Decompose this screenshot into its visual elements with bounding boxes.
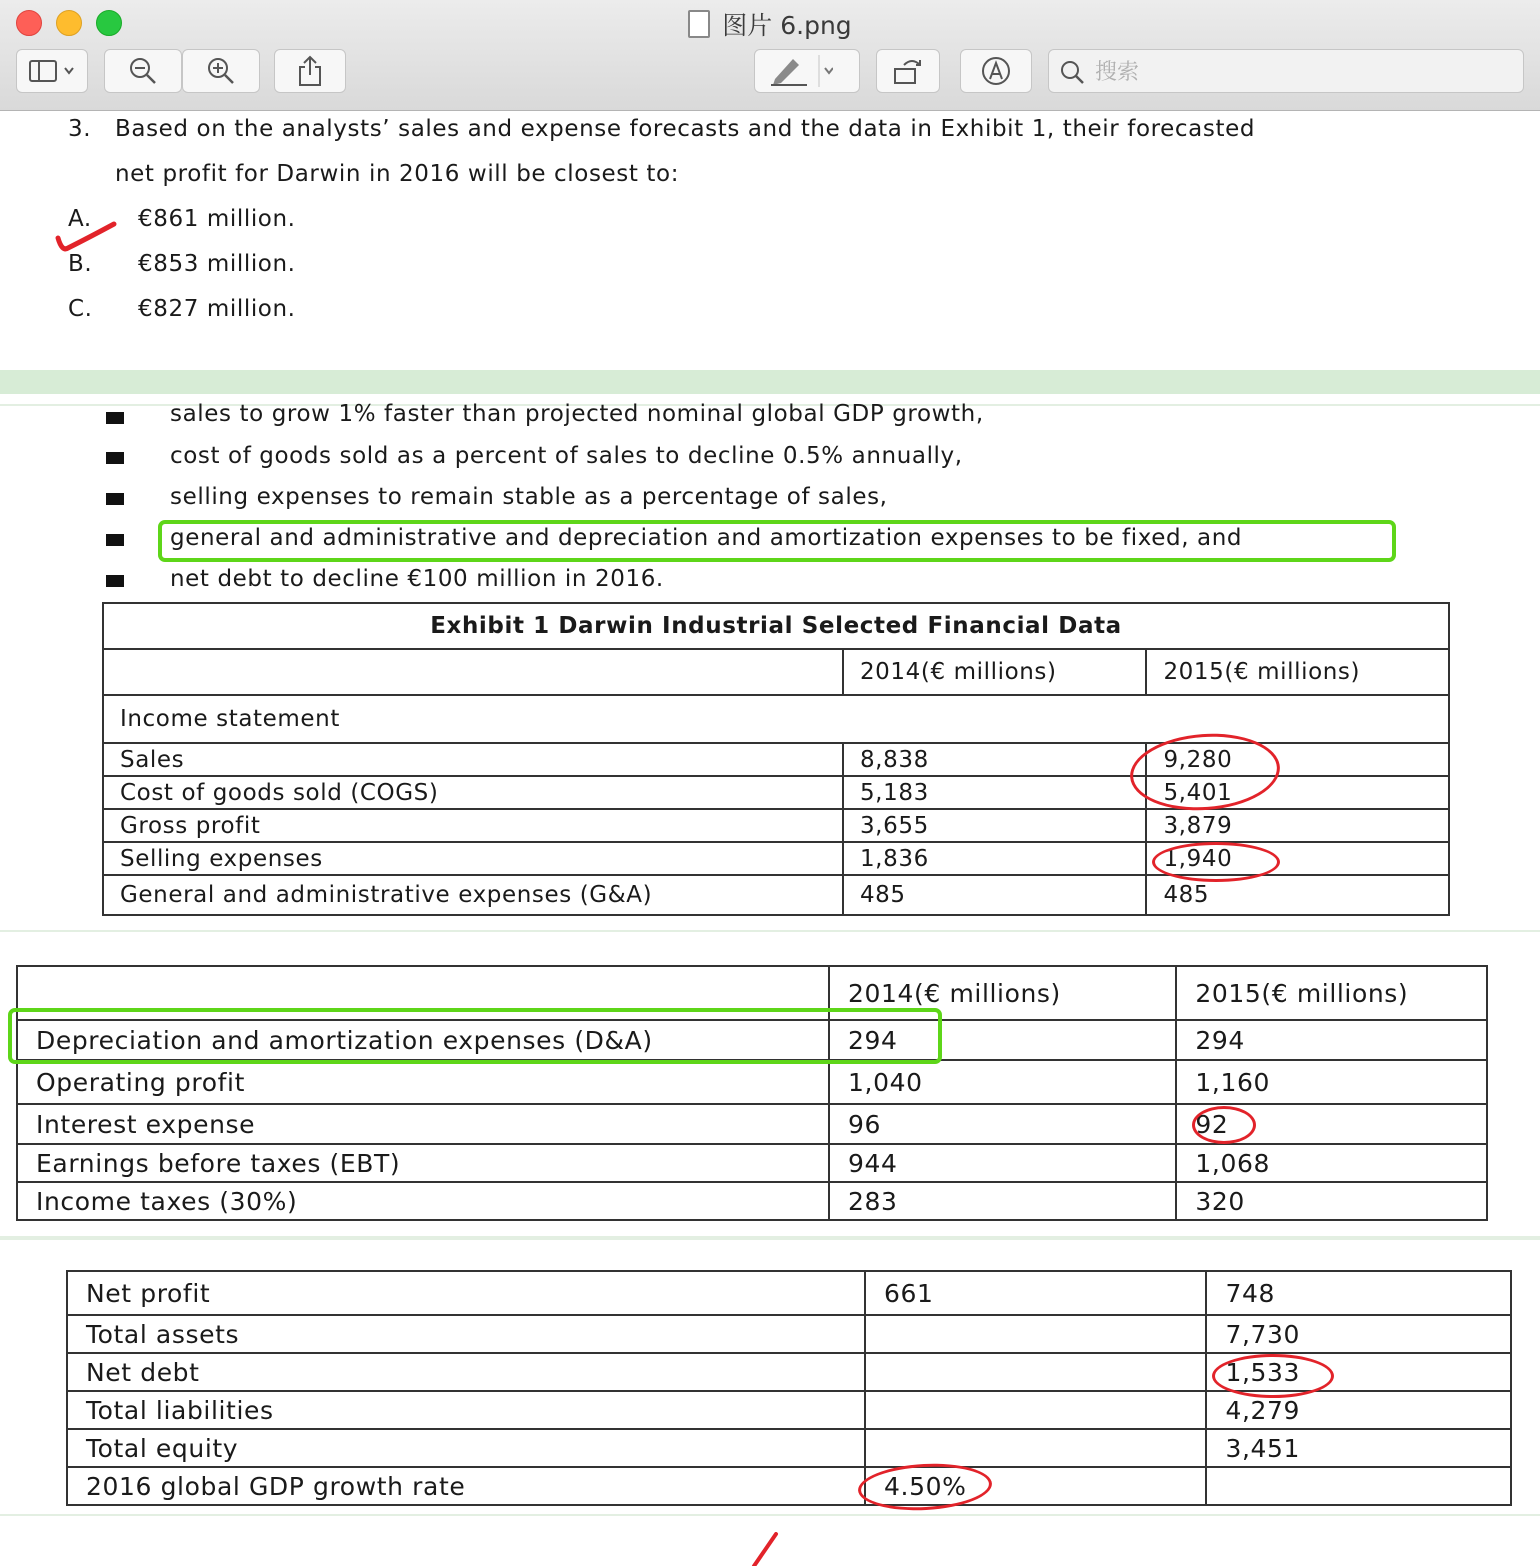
table-row <box>67 1467 1511 1505</box>
row-label: Cost of goods sold (COGS) <box>103 776 843 809</box>
cell-2014 <box>865 1315 1206 1353</box>
bullet-text-2: cost of goods sold as a percent of sales to decline 0.5% annually, <box>170 443 963 469</box>
row-label: Depreciation and amortization expenses (D&A) <box>17 1020 829 1060</box>
row-label: Gross profit <box>103 809 843 842</box>
cell-2015: 7,730 <box>1206 1315 1511 1353</box>
search-input[interactable] <box>1093 56 1517 88</box>
pen-icon <box>767 55 833 87</box>
cell-2015: 1,533 <box>1206 1353 1511 1391</box>
row-label: Income taxes (30%) <box>17 1182 829 1220</box>
option-a-text: €861 million. <box>138 206 296 232</box>
header-2015: 2015(€ millions) <box>1146 649 1449 695</box>
sidebar-toggle-button[interactable] <box>16 49 88 93</box>
exhibit-title: Exhibit 1 Darwin Industrial Selected Financial Data <box>103 603 1449 649</box>
share-button[interactable] <box>274 49 346 93</box>
row-label: Interest expense <box>17 1104 829 1144</box>
page-separator-line <box>0 930 1540 932</box>
cell-2015: 3,879 <box>1146 809 1449 842</box>
zoom-out-icon <box>128 56 158 86</box>
search-icon <box>1059 59 1085 85</box>
cell-2014: 8,838 <box>843 743 1147 776</box>
row-label: Earnings before taxes (EBT) <box>17 1144 829 1182</box>
share-icon <box>297 55 323 87</box>
row-label: Selling expenses <box>103 842 843 875</box>
cell-2015: 485 <box>1146 875 1449 915</box>
option-b-letter: B. <box>68 251 93 277</box>
document-icon <box>688 10 710 38</box>
question-line-1: Based on the analysts’ sales and expense forecasts and the data in Exhibit 1, their forecasted <box>115 116 1256 142</box>
section-income-statement: Income statement <box>103 695 1449 743</box>
bullet-text-4: general and administrative and depreciation and amortization expenses to be fixed, and <box>170 525 1243 551</box>
option-c-text: €827 million. <box>138 296 296 322</box>
header-2014: 2014(€ millions) <box>843 649 1147 695</box>
page-separator-line <box>0 1236 1540 1240</box>
red-circle-annotation <box>1212 1354 1334 1398</box>
option-c-letter: C. <box>68 296 93 322</box>
table-row <box>17 1144 1487 1182</box>
row-label: Total assets <box>67 1315 865 1353</box>
red-circle-annotation <box>1152 842 1280 882</box>
cell-2014 <box>865 1429 1206 1467</box>
table-row <box>67 1271 1511 1315</box>
cell-2015: 4,279 <box>1206 1391 1511 1429</box>
bullet-text-1: sales to grow 1% faster than projected nominal global GDP growth, <box>170 401 984 427</box>
green-highlight-box <box>158 520 1396 562</box>
table-row <box>17 1060 1487 1104</box>
page-separator-band <box>0 370 1540 394</box>
cell-2015: 1,940 <box>1146 842 1449 875</box>
row-label: Total equity <box>67 1429 865 1467</box>
cell-2014: 944 <box>829 1144 1176 1182</box>
markup-icon <box>980 55 1012 87</box>
table-row <box>103 875 1449 915</box>
row-label: Net profit <box>67 1271 865 1315</box>
cell-2014: 4.50% <box>865 1467 1206 1505</box>
row-label: Sales <box>103 743 843 776</box>
cell-2015 <box>1206 1467 1511 1505</box>
table-row <box>67 1315 1511 1353</box>
cell-2015: 748 <box>1206 1271 1511 1315</box>
cell-2014: 485 <box>843 875 1147 915</box>
table-row <box>17 1182 1487 1220</box>
question-line-2: net profit for Darwin in 2016 will be closest to: <box>115 161 680 187</box>
cell-2015: 9,280 <box>1146 743 1449 776</box>
exhibit-table-part-2 <box>16 965 1488 1221</box>
cell-2015: 3,451 <box>1206 1429 1511 1467</box>
bullet-text-3: selling expenses to remain stable as a percentage of sales, <box>170 484 888 510</box>
cell-2014: 3,655 <box>843 809 1147 842</box>
cell-2014: 294 <box>829 1020 1176 1060</box>
cell-2015: 294 <box>1176 1020 1487 1060</box>
markup-pen-button[interactable] <box>754 49 860 93</box>
table-row <box>17 1104 1487 1144</box>
cell-2014: 283 <box>829 1182 1176 1220</box>
row-label: Net debt <box>67 1353 865 1391</box>
sidebar-icon <box>29 59 75 83</box>
cell-2014 <box>865 1353 1206 1391</box>
option-a-letter: A. <box>68 206 92 232</box>
markup-toolbar-button[interactable] <box>960 49 1032 93</box>
row-label: Operating profit <box>17 1060 829 1104</box>
search-field[interactable] <box>1048 49 1524 93</box>
cell-2015: 1,160 <box>1176 1060 1487 1104</box>
header-blank <box>103 649 843 695</box>
table-row <box>103 809 1449 842</box>
zoom-in-icon <box>206 56 236 86</box>
table-row <box>67 1391 1511 1429</box>
zoom-out-button[interactable] <box>104 49 182 93</box>
cell-2014: 1,040 <box>829 1060 1176 1104</box>
rotate-button[interactable] <box>876 49 940 93</box>
cell-2014 <box>865 1391 1206 1429</box>
cell-2015: 5,401 <box>1146 776 1449 809</box>
cell-2014: 96 <box>829 1104 1176 1144</box>
row-label: 2016 global GDP growth rate <box>67 1467 865 1505</box>
cell-2015: 92 <box>1176 1104 1487 1144</box>
bullet-marker <box>106 534 124 546</box>
question-number: 3. <box>68 116 92 142</box>
red-circle-annotation <box>1192 1106 1256 1144</box>
bullet-marker <box>106 452 124 464</box>
bullet-text-5: net debt to decline €100 million in 2016. <box>170 566 664 592</box>
row-label: Total liabilities <box>67 1391 865 1429</box>
window-title: 图片 6.png <box>0 6 1540 42</box>
page-separator-line <box>0 1514 1540 1516</box>
cell-2015: 320 <box>1176 1182 1487 1220</box>
rotate-icon <box>892 55 924 87</box>
cell-2015: 1,068 <box>1176 1144 1487 1182</box>
table-row <box>67 1429 1511 1467</box>
cell-2014: 1,836 <box>843 842 1147 875</box>
option-b-text: €853 million. <box>138 251 296 277</box>
bullet-marker <box>106 493 124 505</box>
bullet-marker <box>106 412 124 424</box>
red-pen-mark-icon <box>748 1532 784 1566</box>
header-2015: 2015(€ millions) <box>1176 966 1487 1020</box>
window-titlebar <box>0 0 1540 111</box>
red-checkmark-icon <box>52 218 122 258</box>
cell-2014: 5,183 <box>843 776 1147 809</box>
cell-2014: 661 <box>865 1271 1206 1315</box>
green-highlight-box <box>8 1008 942 1064</box>
bullet-marker <box>106 575 124 587</box>
zoom-in-button[interactable] <box>182 49 260 93</box>
header-2014: 2014(€ millions) <box>829 966 1176 1020</box>
row-label: General and administrative expenses (G&A) <box>103 875 843 915</box>
